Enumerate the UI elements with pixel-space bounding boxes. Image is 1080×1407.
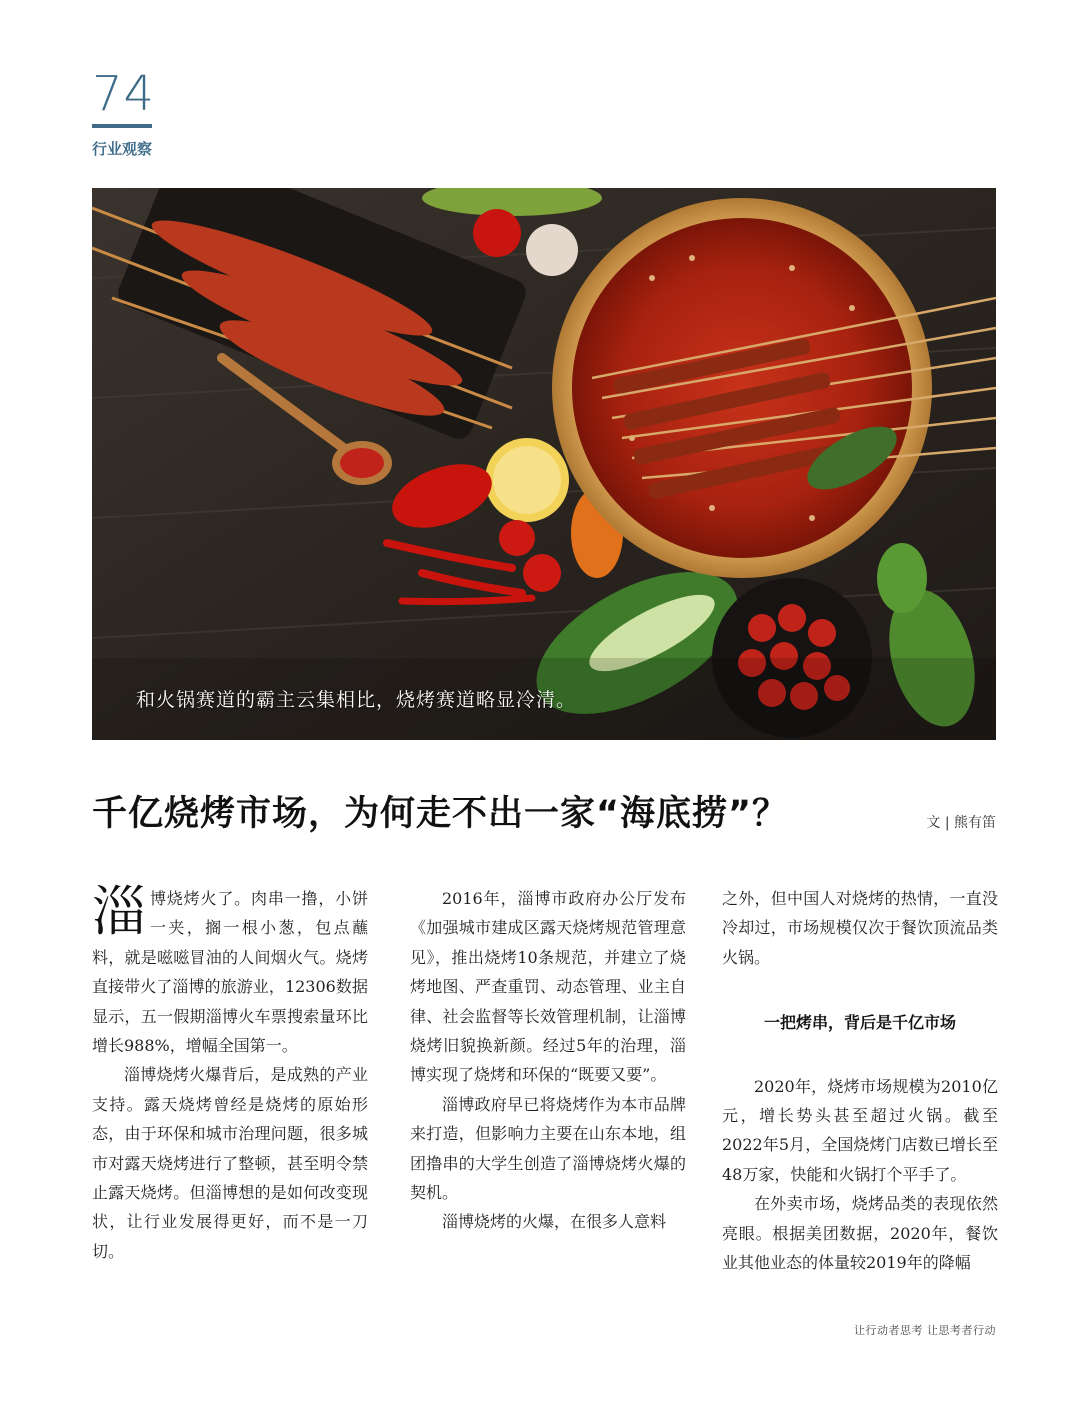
article-column-2 [410, 884, 686, 1237]
article-column-1 [92, 880, 368, 1266]
section-label: 行业观察 [92, 140, 153, 158]
article-paragraph: 2020年，烧烤市场规模为2010亿元，增长势头甚至超过火锅。截至2022年5月，全国烧烤门店数已增长至48万家，快能和火锅打个平手了。 [722, 1076, 998, 1184]
article-headline: 千亿烧烤市场，为何走不出一家“海底捞”？ [92, 794, 789, 834]
photo-caption: 和火锅赛道的霸主云集相比，烧烤赛道略显冷清。 [136, 689, 577, 711]
article-paragraph: 淄博烧烤的火爆，在很多人意料 [442, 1212, 667, 1232]
article-paragraph: 在外卖市场，烧烤品类的表现依然亮眼。根据美团数据，2020年，餐饮业其他业态的体量较2019年的降幅 [722, 1194, 998, 1273]
bbq-food-illustration [92, 188, 996, 740]
author-byline: 文 | 熊有笛 [926, 815, 996, 831]
page-number: 74 [92, 66, 156, 122]
article-paragraph: 淄博烧烤火爆背后，是成熟的产业支持。露天烧烤曾经是烧烤的原始形态，由于环保和城市治理问题，很多城市对露天烧烤进行了整顿，甚至明令禁止露天烧烤。但淄博想的是如何改变现状，让行业发展得更好，而不是一刀切。 [92, 1065, 368, 1261]
article-paragraph: 淄博政府早已将烧烤作为本市品牌来打造，但影响力主要在山东本地，组团撸串的大学生创造了淄博烧烤火爆的契机。 [410, 1094, 686, 1203]
hero-photo [92, 188, 996, 740]
article-paragraph: 2016年，淄博市政府办公厅发布《加强城市建成区露天烧烤规范管理意见》，推出烧烤10条规范，并建立了烧烤地图、严查重罚、动态管理、业主自律、社会监督等长效管理机制，让淄博烧烤旧貌换新颜。经过5年的治理，淄博实现了烧烤和环保的“既要又要”。 [410, 889, 686, 1085]
page-number-rule [92, 124, 152, 128]
article-paragraph [92, 880, 368, 1060]
footer-slogan: 让行动者思考 让思考者行动 [854, 1324, 996, 1337]
article-paragraph: 之外，但中国人对烧烤的热情，一直没冷却过，市场规模仅次于餐饮顶流品类火锅。 [722, 889, 998, 967]
article-subheading: 一把烤串，背后是千亿市场 [763, 1013, 956, 1033]
lead-text: 博烧烤火了。肉串一撸，小饼一夹，搁一根小葱，包点蘸料，就是嗞嗞冒油的人间烟火气。烧烤直接带火了淄博的旅游业，12306数据显示，五一假期淄博火车票搜索量环比增长988%，增幅全国第一。 [92, 889, 368, 1056]
drop-cap: 淄 [92, 880, 146, 943]
article-column-3 [722, 884, 998, 1277]
